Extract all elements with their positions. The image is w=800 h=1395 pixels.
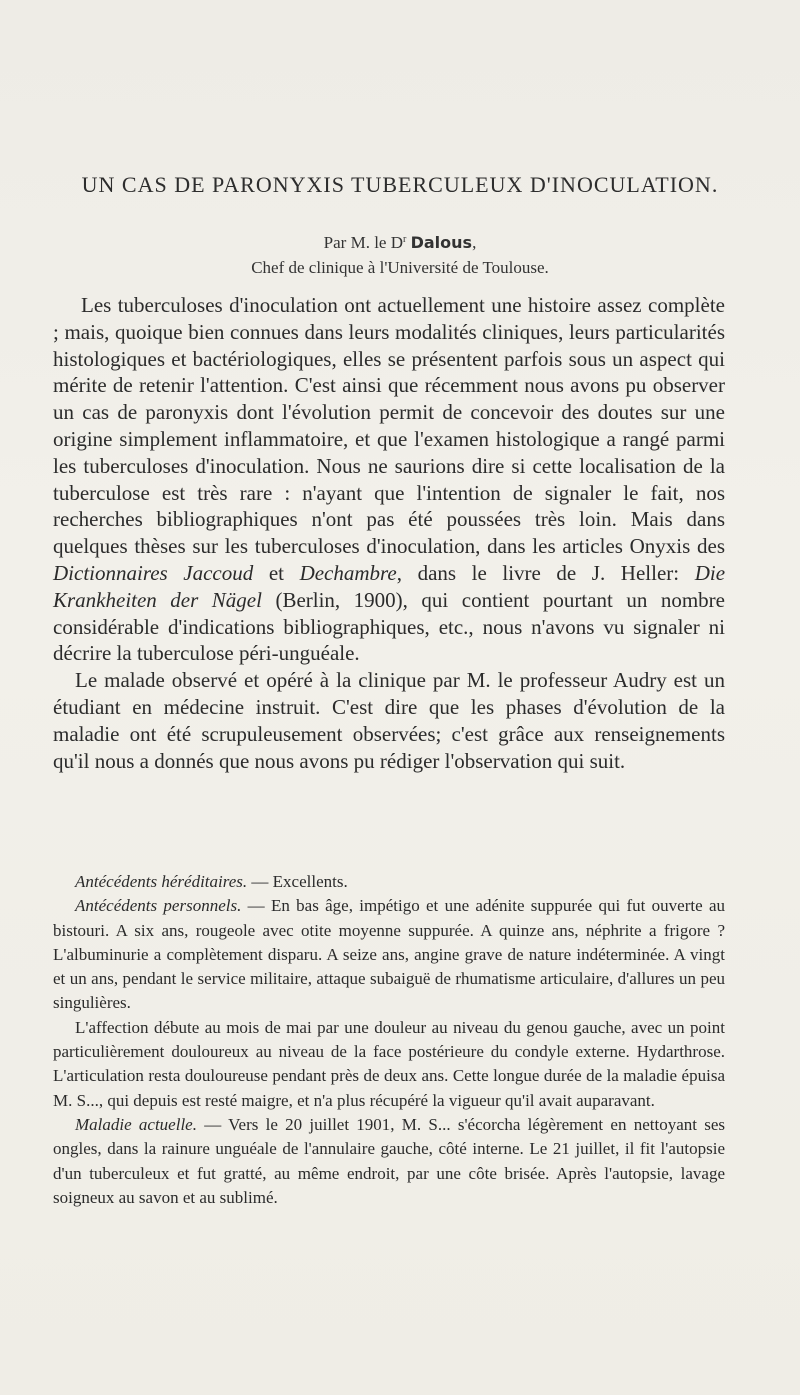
author-name: Dalous: [410, 233, 473, 252]
current-illness-label: Maladie actuelle.: [75, 1114, 197, 1134]
intro-p1-end: (Berlin, 1900), qui contient pourtant un nombre considérable d'indications bibliographiques, etc., nous n'avons vu signaler ni décrire la tuberculose péri-unguéale.: [53, 587, 725, 666]
hereditary-label: Antécédents héréditaires.: [75, 872, 248, 891]
author-prefix: Par M. le D: [323, 233, 403, 252]
byline: [0, 227, 800, 280]
introduction: [53, 292, 725, 774]
intro-p1-book-title: Die Krankheiten der Nägel: [53, 560, 726, 612]
intro-p1-text: Les tuberculoses d'inoculation ont actuellement une histoire assez complète ; mais, quoique bien connues dans leurs modalités cliniques, leurs particularités histologiques et bactériologiques, elles se présentent parfois sous un aspect qui mérite de retenir l'attention. C'est ainsi que récemment nous avons pu observer un cas de paronyxis dont l'évolution permit de concevoir des doutes sur une origine simplement inflammatoire, et que l'examen histologique a rangé parmi les tuberculoses d'inoculation. Nous ne saurions dire si cette localisation de la tuberculose est très rare : n'ayant que l'intention de signaler le fait, nos recherches bibliographiques n'ont pas été poussées très loin. Mais dans quelques thèses sur les tuberculoses d'inoculation, dans les articles Onyxis des: [53, 293, 725, 559]
author-suffix: ,: [472, 233, 477, 252]
affection-paragraph: L'affection débute au mois de mai par une douleur au niveau du genou gauche, avec un point particulièrement douloureux au niveau de la face postérieure du condyle externe. Hydarthrose. L'articulation resta douloureuse pendant près de deux ans. Cette longue durée de la maladie épuisa M. S..., qui depuis est resté maigre, et n'a plus récupéré la vigueur qu'il avait auparavant.: [53, 1017, 725, 1110]
intro-p1-and: et: [268, 560, 284, 585]
author-affiliation: Chef de clinique à l'Université de Toulouse.: [251, 258, 549, 277]
current-illness-text: — Vers le 20 juillet 1901, M. S... s'écorcha légèrement en nettoyant ses ongles, dans la rainure unguéale de l'annulaire gauche, côté interne. Le 21 juillet, il fit l'autopsie d'un tuberculeux et fut gratté, au même endroit, par une côte brisée. Après l'autopsie, lavage soigneux au savon et au sublimé.: [53, 1114, 725, 1207]
observation-section: [53, 870, 725, 1210]
intro-paragraph-2: Le malade observé et opéré à la clinique par M. le professeur Audry est un étudiant en médecine instruit. C'est dire que les phases d'évolution de la maladie ont été scrupuleusement observées; c'est grâce aux renseignements qu'il nous a donnés que nous avons pu rédiger l'observation qui suit.: [53, 668, 725, 773]
intro-p1-dechambre: Dechambre: [299, 560, 397, 585]
intro-p1-heller: , dans le livre de J. Heller:: [396, 560, 680, 585]
current-illness: [53, 1113, 725, 1210]
hereditary-history: [53, 870, 725, 894]
intro-p1-dictionaries: Dictionnaires Jaccoud: [53, 560, 254, 585]
intro-paragraph-1: [53, 292, 725, 667]
author-line: [0, 227, 800, 255]
personal-text: — En bas âge, impétigo et une adénite suppurée qui fut ouverte au bistouri. A six ans, rougeole avec otite moyenne suppurée. A quinze ans, néphrite a frigore ? L'albuminurie a complètement disparu. A seize ans, angine grave de nature indéterminée. A vingt et un ans, pendant le service militaire, attaque subaiguë de rhumatisme articulaire, d'allures un peu singulières.: [53, 896, 726, 1013]
hereditary-text: — Excellents.: [251, 872, 348, 891]
author-title-sup: r: [403, 234, 407, 245]
personal-label: Antécédents personnels.: [75, 896, 242, 916]
personal-history: [53, 894, 725, 1015]
article-title: UN CAS DE PARONYXIS TUBERCULEUX D'INOCULATION.: [81, 172, 719, 197]
